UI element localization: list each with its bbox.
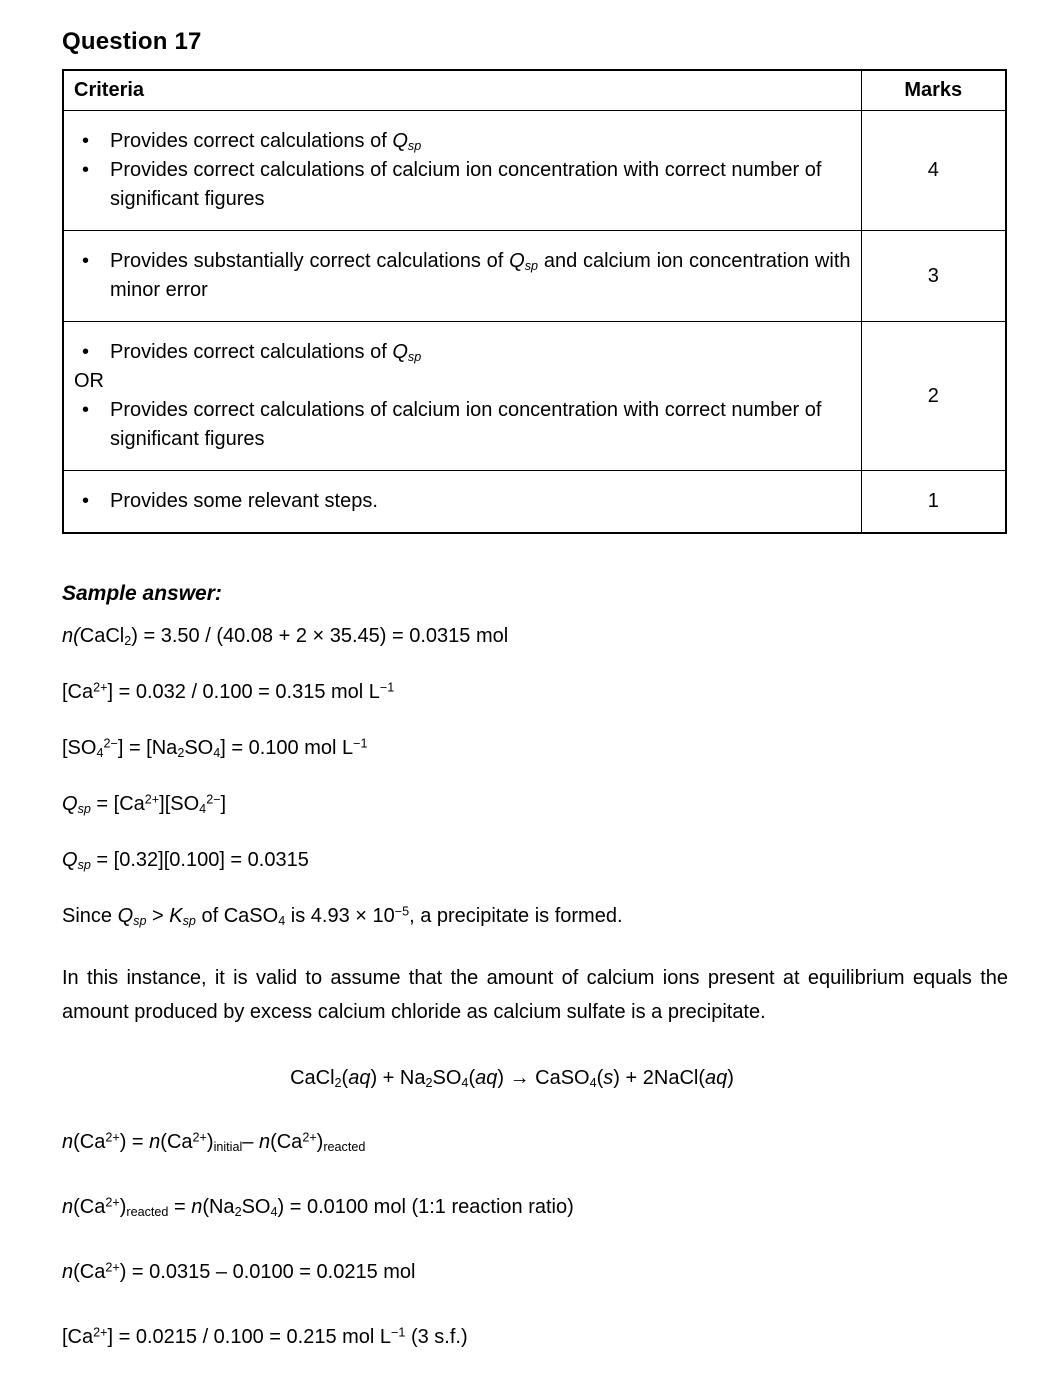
marks-cell: 3 bbox=[861, 231, 1006, 322]
bullet-item bbox=[74, 487, 851, 516]
marks-cell: 4 bbox=[861, 111, 1006, 231]
criteria-cell bbox=[63, 322, 861, 471]
bullet-icon: • bbox=[82, 250, 90, 272]
criteria-cell bbox=[63, 471, 861, 534]
formula-line-mol-cacl2: n(CaCl$_2$) = 3.50 / (40.08 + 2 × 35.45) = 0.0315 mol bbox=[62, 625, 509, 648]
bullet-icon: • bbox=[82, 130, 90, 152]
criterion-text: Provides correct calculations of calcium ion concentration with correct number of significant figures bbox=[110, 399, 822, 450]
formula-line-n-ca-remaining: $n(Ca^{2+}) = 0.0315 - 0.0100 = 0.0215$ mol bbox=[62, 1260, 416, 1283]
criteria-header-cell: Criteria bbox=[63, 70, 861, 111]
sample-answer-heading: Sample answer: bbox=[62, 582, 222, 605]
bullet-item bbox=[74, 156, 851, 214]
formula-line-n-ca-balance: $n(Ca^{2+}) = n(Ca^{2+})_{initial}-$ $n(Ca^{2+})_{reacted}$ bbox=[62, 1130, 366, 1154]
marks-header-cell: Marks bbox=[861, 70, 1006, 111]
formula-line-qsp-expression: $Q_{sp} = [Ca^{2+}][SO_4^{2-}]$ bbox=[62, 792, 227, 816]
bullet-item bbox=[74, 247, 851, 305]
criterion-text: Provides substantially correct calculations of $Q_{sp}$ and calcium ion concentration with minor error bbox=[110, 250, 851, 301]
bullet-icon: • bbox=[82, 399, 90, 421]
table-row bbox=[63, 111, 1006, 231]
explanation-paragraph: In this instance, it is valid to assume that the amount of calcium ions present at equilibrium equals the amount produced by excess calcium chloride as calcium sulfate is a precipitate. bbox=[62, 967, 1008, 1023]
marks-cell: 2 bbox=[861, 322, 1006, 471]
page-title: Question 17 bbox=[62, 28, 202, 55]
bullet-item bbox=[74, 127, 851, 156]
table-header-row bbox=[63, 70, 1006, 111]
bullet-icon: • bbox=[82, 341, 90, 363]
bullet-icon: • bbox=[82, 490, 90, 512]
table-row bbox=[63, 471, 1006, 534]
marks-cell: 1 bbox=[861, 471, 1006, 534]
bullet-icon: • bbox=[82, 159, 90, 181]
formula-line-so4-concentration: $[SO_4^{2-}] = [Na_2SO_4] = 0.100$ mol $L^{-1}$ bbox=[62, 736, 368, 760]
criteria-cell bbox=[63, 111, 861, 231]
criterion-text: Provides some relevant steps. bbox=[110, 490, 378, 512]
formula-line-ca-concentration: $[Ca^{2+}] = 0.032 / 0.100 = 0.315$ mol $L^{-1}$ bbox=[62, 680, 395, 703]
formula-line-qsp-value: $Q_{sp} = [0.32][0.100] = 0.0315$ bbox=[62, 849, 309, 872]
table-row bbox=[63, 322, 1006, 471]
criteria-table bbox=[62, 69, 1007, 534]
criterion-text: Provides correct calculations of $Q_{sp}$ bbox=[110, 341, 422, 364]
or-label: OR bbox=[74, 370, 104, 392]
bullet-item bbox=[74, 396, 851, 454]
criterion-text: Provides correct calculations of calcium ion concentration with correct number of significant figures bbox=[110, 159, 822, 210]
formula-line-final-concentration: $[Ca^{2+}] = 0.0215 / 0.100 = 0.215$ mol $L^{-1}$ (3 s.f.) bbox=[62, 1325, 468, 1348]
criteria-cell bbox=[63, 231, 861, 322]
bullet-item bbox=[74, 338, 851, 367]
formula-line-n-ca-reacted: $n(Ca^{2+})_{reacted} = n(Na_2SO_4) = 0.0100$ mol (1:1 reaction ratio) bbox=[62, 1195, 574, 1219]
statement-precipitate-formed: Since $Q_{sp} > K_{sp}$ of CaSO$_4$ is $4.93 \times 10^{-5}$, a precipitate is formed. bbox=[62, 904, 623, 928]
chemical-equation: CaCl$_2$(aq) + $Na_2SO_4(aq)$ → CaSO$_4$(s) + 2NaCl(aq) bbox=[290, 1067, 734, 1090]
table-row bbox=[63, 231, 1006, 322]
criterion-text: Provides correct calculations of $Q_{sp}$ bbox=[110, 130, 422, 153]
